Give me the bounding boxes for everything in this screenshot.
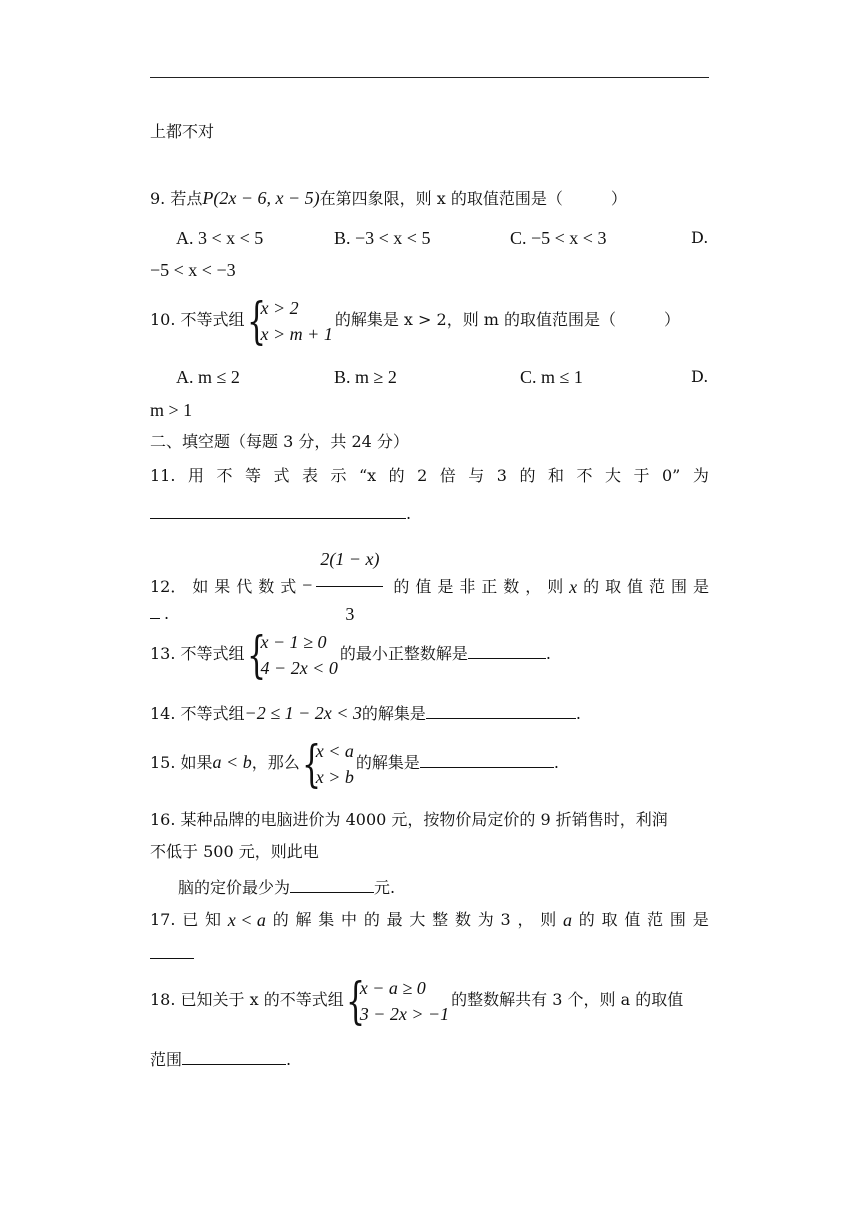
q18-period: . [286, 1050, 292, 1069]
q10-row2: x > m + 1 [260, 323, 333, 344]
q15-condition: a < b [212, 752, 252, 772]
q18-post: 的整数解共有 3 个，则 a 的取值 [451, 990, 684, 1009]
q15-mid: ，那么 [251, 753, 300, 772]
q15-post: 的解集是 [355, 753, 420, 772]
q11-period: . [406, 504, 412, 523]
q17-line1 [150, 908, 709, 932]
q10-option-d-label: D. [691, 367, 709, 386]
q11-word: 于 [633, 466, 650, 485]
q12-word: 围 [670, 576, 687, 596]
q9-stem [150, 186, 709, 211]
q12-line2 [150, 600, 709, 626]
q11-word: “x [358, 466, 377, 485]
q11-word: 0” [661, 466, 681, 485]
q17-word: 17. [150, 910, 176, 929]
q18-answer-blank[interactable] [182, 1046, 286, 1065]
q15-period: . [553, 753, 559, 772]
q11-line1 [150, 464, 709, 488]
q11-word: 不 [576, 466, 593, 485]
q11-word: 2 [417, 466, 428, 485]
q12-word: 果 [214, 576, 231, 596]
q17-word: ， [517, 910, 534, 929]
q12-word: 的 [583, 576, 600, 596]
q18-row2: 3 − 2x > −1 [359, 1003, 450, 1024]
q11-word: 为 [692, 466, 709, 485]
q9-point: P(2x − 6, x − 5) [202, 188, 320, 208]
q18-row1: x − a ≥ 0 [359, 977, 426, 998]
brace-icon: { [345, 971, 365, 1030]
q15-row2: x > b [315, 766, 354, 787]
q10-pre: 10. 不等式组 [150, 310, 245, 329]
q11-answer-blank[interactable] [150, 500, 406, 519]
q12-answer-blank[interactable] [150, 600, 160, 619]
q9-option-c: C. −5 < x < 3 [510, 228, 607, 248]
q12-word: 则 [547, 576, 564, 596]
q11-word: 的 [519, 466, 536, 485]
q9-option-d-label: D. [691, 228, 709, 247]
q11-word: 表 [301, 466, 318, 485]
q11-word: 大 [604, 466, 621, 485]
q16-line3-pre: 脑的定价最少为 [178, 878, 291, 897]
q16-line3 [178, 874, 737, 900]
q9-option-d: −5 < x < −3 [150, 260, 236, 280]
q10-option-d: m > 1 [150, 400, 193, 420]
q8-tail: 上都不对 [150, 122, 215, 141]
q13-stem [150, 626, 709, 682]
q17-word: 大 [409, 910, 426, 929]
q11-word: 式 [273, 466, 290, 485]
q11-word: 3 [496, 466, 507, 485]
q12-word: 数 [258, 576, 275, 596]
q13-system [246, 625, 338, 684]
q11-word: 与 [468, 466, 485, 485]
q16-line2: 不低于 500 元，则此电 [150, 842, 319, 861]
q10-option-a: A. m ≤ 2 [176, 367, 240, 387]
q15-row1: x < a [315, 740, 354, 761]
q17-word: 范 [647, 910, 664, 929]
q10-system [246, 291, 333, 350]
q11-word: 不 [216, 466, 233, 485]
section-heading: 二、填空题（每题 3 分，共 24 分） [150, 432, 409, 451]
q16-line3-post: 元. [374, 878, 396, 897]
q10-post: 的解集是 x > 2，则 m 的取值范围是（ ） [334, 310, 681, 329]
q12-word: x [569, 576, 578, 597]
brace-icon: { [301, 734, 321, 793]
q10-row1: x > 2 [260, 297, 299, 318]
q12-word: 如 [192, 576, 209, 596]
q17-word: 的 [272, 910, 289, 929]
q17-word: 数 [454, 910, 471, 929]
q17-word: 的 [578, 910, 595, 929]
header-rule [150, 77, 709, 78]
q17-word: 围 [669, 910, 686, 929]
q18-system [345, 971, 450, 1030]
q12-word: 是 [437, 576, 454, 596]
q15-pre: 15. 如果 [150, 753, 213, 772]
q17-word: 已 [182, 910, 199, 929]
q11-word: 示 [330, 466, 347, 485]
q17-word: 是 [692, 910, 709, 929]
q17-word: 整 [432, 910, 449, 929]
q13-pre: 13. 不等式组 [150, 644, 245, 663]
q10-stem [150, 292, 709, 348]
q12-word: 正 [481, 576, 498, 596]
q12-word: 式 [280, 576, 297, 596]
q18-line2-pre: 范围 [150, 1050, 183, 1069]
q17-word: 则 [540, 910, 557, 929]
q11-word: 和 [547, 466, 564, 485]
q16-answer-blank[interactable] [290, 874, 374, 893]
q12-word: 的 [393, 576, 410, 596]
q13-row2: 4 − 2x < 0 [260, 657, 338, 678]
brace-icon: { [246, 625, 266, 684]
q17-word: 3 [500, 910, 511, 929]
q17-word: a [563, 910, 573, 930]
q10-option-c: C. m ≤ 1 [520, 367, 583, 387]
q17-line2 [150, 940, 709, 966]
q12-numerator: 2(1 − x) [316, 534, 383, 587]
q17-word: x < a [227, 910, 266, 930]
q11-word: 等 [244, 466, 261, 485]
q17-word: 解 [295, 910, 312, 929]
q12-word: 值 [627, 576, 644, 596]
q14-post: 的解集是 [361, 704, 426, 723]
q9-post: 在第四象限，则 x 的取值范围是（ ） [319, 189, 627, 208]
q12-denominator: 3 [345, 604, 355, 624]
q12-word: 取 [605, 576, 622, 596]
q10-option-b: B. m ≥ 2 [334, 367, 397, 387]
q9-pre: 9. 若点 [150, 189, 203, 208]
q17-word: 中 [341, 910, 358, 929]
q17-word: 的 [363, 910, 380, 929]
q17-word: 知 [205, 910, 222, 929]
q15-answer-blank[interactable] [420, 749, 554, 768]
q13-period: . [545, 644, 551, 663]
q18-stem [150, 972, 709, 1028]
q18-pre: 18. 已知关于 x 的不等式组 [150, 990, 344, 1009]
q9-option-a: A. 3 < x < 5 [176, 228, 264, 248]
q12-word: 是 [692, 576, 709, 596]
q12-word: ， [525, 576, 542, 596]
q17-word: 为 [477, 910, 494, 929]
q17-word: 最 [386, 910, 403, 929]
q12-word: 12． [150, 576, 187, 596]
q16-line1: 16. 某种品牌的电脑进价为 4000 元，按物价局定价的 9 折销售时，利润 [150, 810, 668, 829]
q12-word: 值 [415, 576, 432, 596]
q17-word: 取 [601, 910, 618, 929]
q11-word: 用 [187, 466, 204, 485]
q11-word: 的 [388, 466, 405, 485]
brace-icon: { [246, 291, 266, 350]
q12-word: 范 [649, 576, 666, 596]
q13-post: 的最小正整数解是 [339, 644, 468, 663]
q12-word: 代 [236, 576, 253, 596]
q13-row1: x − 1 ≥ 0 [260, 631, 327, 652]
q18-line2 [150, 1046, 709, 1072]
q14-expression: −2 ≤ 1 − 2x < 3 [244, 703, 362, 723]
q13-answer-blank[interactable] [468, 640, 546, 659]
q11-line2 [150, 500, 709, 526]
q12-word: 数 [503, 576, 520, 596]
q15-system [301, 734, 354, 793]
q9-option-b: B. −3 < x < 5 [334, 228, 431, 248]
q17-answer-blank[interactable] [150, 940, 194, 959]
q12-period: . [164, 604, 170, 623]
q17-word: 值 [624, 910, 641, 929]
q15-stem [150, 734, 709, 791]
q14-answer-blank[interactable] [426, 700, 576, 719]
q12-minus: − [302, 575, 313, 595]
q17-word: 集 [318, 910, 335, 929]
q14-period: . [575, 704, 581, 723]
q12-word: 非 [459, 576, 476, 596]
q11-word: 倍 [439, 466, 456, 485]
q11-word: 11. [150, 466, 176, 485]
q14-stem [150, 700, 709, 726]
q14-pre: 14. 不等式组 [150, 704, 245, 723]
